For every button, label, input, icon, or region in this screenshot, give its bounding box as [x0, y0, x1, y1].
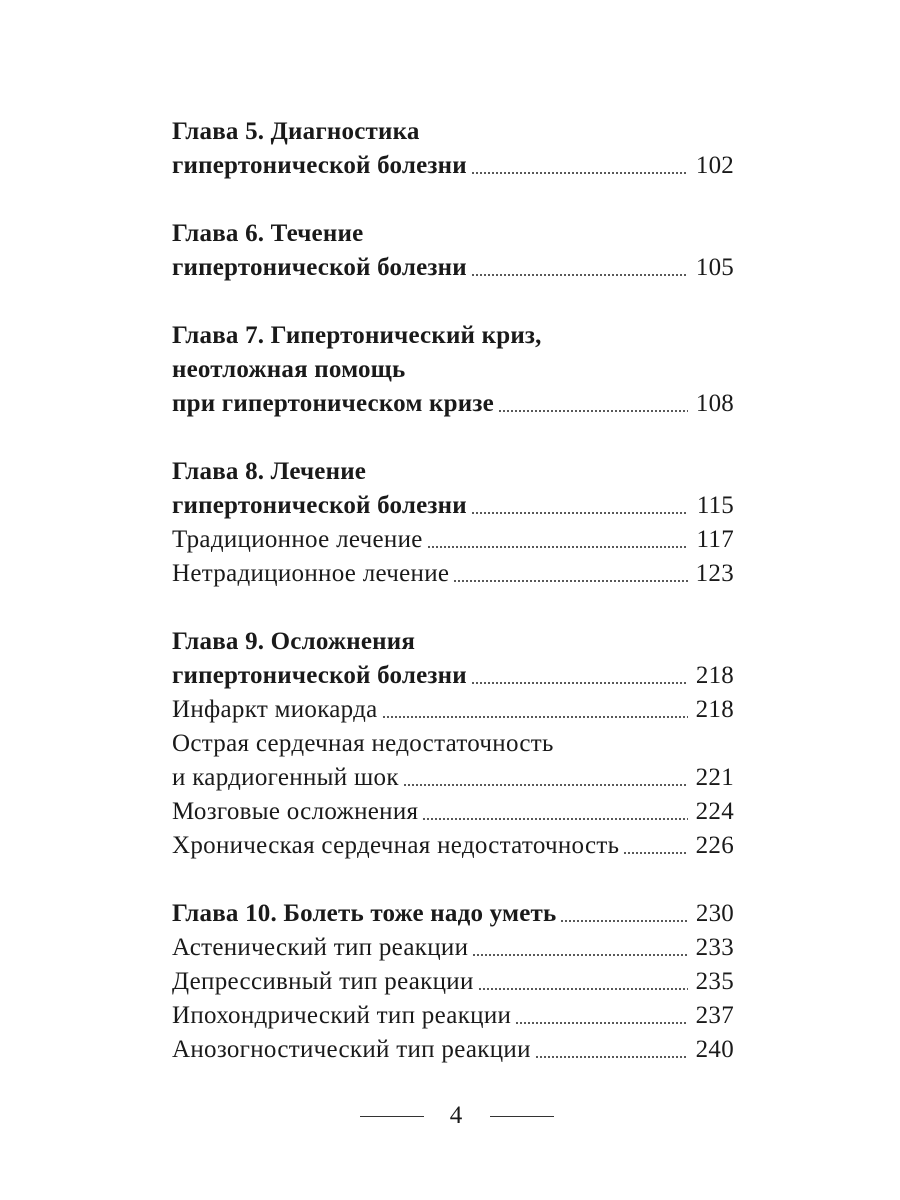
- dot-leader: [453, 580, 688, 582]
- toc-entry-section[interactable]: [172, 1033, 734, 1067]
- toc-entry-chapter-8[interactable]: [172, 489, 734, 523]
- toc-entry-chapter-5[interactable]: [172, 149, 734, 183]
- toc-chapter-7-title-cont: [172, 353, 734, 387]
- footer-rule-left: [360, 1116, 424, 1117]
- page-number: 117: [696, 526, 734, 553]
- toc-chapter-title-text: Глава 9. Осложнения: [172, 628, 416, 655]
- toc-chapter-5-title: [172, 115, 734, 149]
- toc-chapter-title-text: гипертонической болезни: [172, 662, 467, 689]
- toc-section-title-line: [172, 727, 734, 761]
- page-footer: [0, 1096, 900, 1136]
- toc-chapter-title-text: Глава 8. Лечение: [172, 458, 367, 485]
- dot-leader: [471, 274, 688, 276]
- toc-section-title-text: Хроническая сердечная недостаточность: [172, 832, 620, 859]
- toc-chapter-title-text: Глава 7. Гипертонический криз,: [172, 322, 542, 349]
- toc-chapter-6-title: [172, 217, 734, 251]
- toc-section-title-text: Инфаркт миокарда: [172, 696, 378, 723]
- dot-leader: [427, 546, 688, 548]
- toc-chapter-title-text: при гипертоническом кризе: [172, 390, 494, 417]
- page-number: 226: [695, 832, 734, 859]
- toc-chapter-title-text: гипертонической болезни: [172, 492, 467, 519]
- toc-entry-section[interactable]: [172, 557, 734, 591]
- page-number: 233: [695, 934, 734, 961]
- toc-section-title-text: Депрессивный тип реакции: [172, 968, 474, 995]
- toc-section-title-text: Острая сердечная недостаточность: [172, 730, 554, 757]
- toc-chapter-7-title: [172, 319, 734, 353]
- toc-chapter-8-title: [172, 455, 734, 489]
- toc-entry-section[interactable]: [172, 965, 734, 999]
- toc-entry-chapter-9[interactable]: [172, 659, 734, 693]
- toc-entry-section[interactable]: [172, 999, 734, 1033]
- page-number: 115: [696, 492, 734, 519]
- toc-section-title-text: Нетрадиционное лечение: [172, 560, 450, 587]
- toc-section-title-text: Ипохондрический тип реакции: [172, 1002, 512, 1029]
- page-number: 218: [695, 662, 734, 689]
- toc-entry-chapter-10[interactable]: [172, 897, 734, 931]
- toc-section-title-text: Мозговые осложнения: [172, 798, 419, 825]
- toc-entry-section[interactable]: [172, 523, 734, 557]
- toc-chapter-title-text: Глава 10. Болеть тоже надо уметь: [172, 900, 557, 927]
- page-number: 102: [695, 152, 734, 179]
- dot-leader: [478, 988, 688, 990]
- toc-section-title-text: Традиционное лечение: [172, 526, 423, 553]
- page-number: 230: [695, 900, 734, 927]
- toc-section-title-text: Астенический тип реакции: [172, 934, 469, 961]
- dot-leader: [471, 682, 688, 684]
- toc-entry-chapter-6[interactable]: [172, 251, 734, 285]
- toc-chapter-title-text: неотложная помощь: [172, 356, 406, 383]
- toc-entry-section[interactable]: [172, 931, 734, 965]
- dot-leader: [471, 512, 688, 514]
- page-number: 218: [695, 696, 734, 723]
- page-number: 237: [695, 1002, 734, 1029]
- toc-chapter-title-text: гипертонической болезни: [172, 254, 467, 281]
- toc-chapter-title-text: Глава 5. Диагностика: [172, 118, 420, 145]
- page-number: 240: [695, 1036, 734, 1063]
- dot-leader: [498, 410, 688, 412]
- page-number: 224: [695, 798, 734, 825]
- toc-chapter-9-title: [172, 625, 734, 659]
- toc-chapter-title-text: гипертонической болезни: [172, 152, 467, 179]
- dot-leader: [515, 1022, 688, 1024]
- toc-section-title-text: и кардиогенный шок: [172, 764, 399, 791]
- page-number: 105: [695, 254, 734, 281]
- page-number: 221: [695, 764, 734, 791]
- toc-entry-section[interactable]: [172, 761, 734, 795]
- dot-leader: [471, 172, 688, 174]
- dot-leader: [382, 716, 688, 718]
- toc-section-title-text: Анозогностический тип реакции: [172, 1036, 531, 1063]
- table-of-contents: [172, 115, 734, 1067]
- footer-rule-right: [490, 1116, 554, 1117]
- dot-leader: [535, 1056, 688, 1058]
- toc-entry-section[interactable]: [172, 829, 734, 863]
- page-number: 235: [695, 968, 734, 995]
- dot-leader: [623, 852, 688, 854]
- toc-chapter-title-text: Глава 6. Течение: [172, 220, 364, 247]
- page-number: 108: [695, 390, 734, 417]
- dot-leader: [472, 954, 688, 956]
- dot-leader: [422, 818, 688, 820]
- page-number: 123: [695, 560, 734, 587]
- footer-page-number: 4: [449, 1102, 463, 1129]
- dot-leader: [403, 784, 688, 786]
- toc-entry-chapter-7[interactable]: [172, 387, 734, 421]
- dot-leader: [560, 920, 688, 922]
- toc-entry-section[interactable]: [172, 693, 734, 727]
- toc-entry-section[interactable]: [172, 795, 734, 829]
